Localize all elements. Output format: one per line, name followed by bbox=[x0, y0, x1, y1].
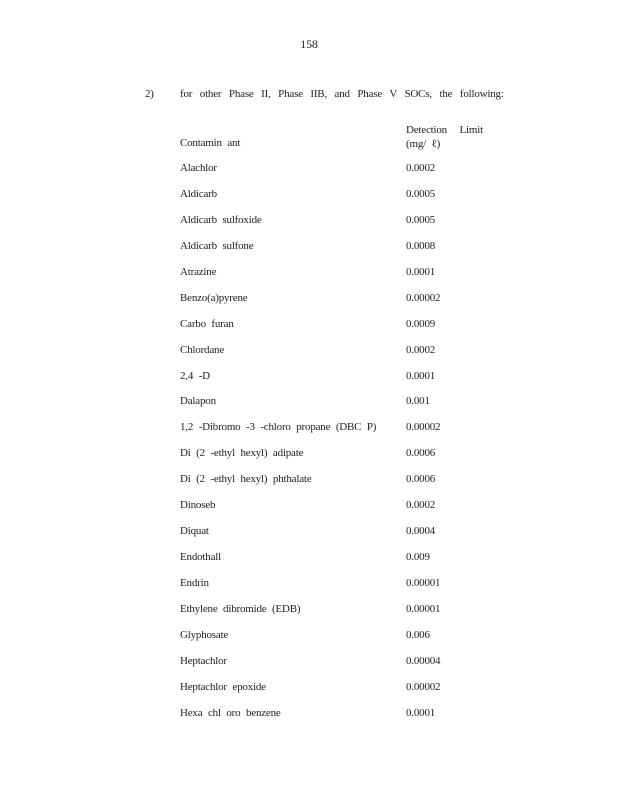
table-row bbox=[0, 421, 618, 447]
contaminant-name: Ethylene dibromide (EDB) bbox=[180, 602, 301, 615]
contaminant-name: Carbo furan bbox=[180, 317, 234, 330]
detection-limit-value: 0.0001 bbox=[406, 369, 436, 382]
contaminant-name: Aldicarb sulfoxide bbox=[180, 213, 262, 226]
detection-limit-value: 0.00002 bbox=[406, 421, 441, 434]
table-row bbox=[0, 162, 618, 188]
contaminant-name: Heptachlor bbox=[180, 654, 227, 667]
detection-limit-value: 0.006 bbox=[406, 628, 430, 641]
page-number: 158 bbox=[300, 37, 318, 51]
detection-limit-value: 0.001 bbox=[406, 395, 430, 408]
table-row bbox=[0, 240, 618, 266]
detection-limit-value: 0.00001 bbox=[406, 577, 441, 589]
table-row bbox=[0, 707, 618, 733]
detection-limit-value: 0.0004 bbox=[406, 525, 436, 538]
list-item-marker: 2) bbox=[145, 88, 154, 100]
detection-limit-value: 0.0005 bbox=[406, 187, 436, 200]
table-row bbox=[0, 499, 618, 525]
contaminant-name: Diquat bbox=[180, 525, 209, 538]
table-row bbox=[0, 214, 618, 240]
contaminant-name: Atrazine bbox=[180, 265, 217, 278]
contaminant-name: Heptachlor epoxide bbox=[180, 680, 266, 693]
table-row bbox=[0, 473, 618, 499]
contaminant-name: Di (2 -ethyl hexyl) phthalate bbox=[180, 473, 312, 486]
contaminant-name: Dalapon bbox=[180, 395, 216, 408]
table-row bbox=[0, 266, 618, 292]
column-header-detection-limit-label: Detection Limit bbox=[406, 124, 483, 136]
contaminant-name: Dinoseb bbox=[180, 499, 216, 512]
detection-limit-value: 0.0006 bbox=[406, 473, 436, 486]
contaminant-name: Alachlor bbox=[180, 162, 217, 174]
table-row bbox=[0, 188, 618, 214]
table-row bbox=[0, 629, 618, 655]
table-row bbox=[0, 551, 618, 577]
contaminant-name: 1,2 -Dibromo -3 -chloro propane (DBC P) bbox=[180, 421, 377, 434]
detection-limit-value: 0.0006 bbox=[406, 447, 436, 460]
contaminant-name: Endrin bbox=[180, 577, 209, 589]
table-row bbox=[0, 447, 618, 473]
detection-limit-value: 0.0002 bbox=[406, 343, 436, 356]
column-header-detection-limit-unit: (mg/ ℓ) bbox=[406, 138, 441, 150]
detection-limit-value: 0.00002 bbox=[406, 680, 441, 693]
detection-limit-value: 0.0002 bbox=[406, 162, 436, 174]
detection-limit-value: 0.0005 bbox=[406, 213, 436, 226]
contaminant-name: 2,4 -D bbox=[180, 369, 210, 382]
table-row bbox=[0, 395, 618, 421]
detection-limit-value: 0.0001 bbox=[406, 265, 436, 278]
contaminant-name: Endothall bbox=[180, 551, 221, 564]
detection-limit-value: 0.00002 bbox=[406, 291, 441, 304]
detection-limit-value: 0.0001 bbox=[406, 706, 436, 719]
detection-limit-value: 0.0008 bbox=[406, 239, 436, 252]
contaminant-table bbox=[0, 162, 618, 733]
detection-limit-value: 0.00001 bbox=[406, 602, 441, 615]
contaminant-name: Glyphosate bbox=[180, 628, 229, 641]
detection-limit-value: 0.0009 bbox=[406, 317, 436, 330]
contaminant-name: Chlordane bbox=[180, 343, 225, 356]
column-header-detection-limit bbox=[406, 123, 496, 151]
contaminant-name: Aldicarb bbox=[180, 187, 217, 200]
table-row bbox=[0, 370, 618, 396]
table-row bbox=[0, 577, 618, 603]
table-row bbox=[0, 292, 618, 318]
detection-limit-value: 0.0002 bbox=[406, 499, 436, 512]
table-row bbox=[0, 681, 618, 707]
detection-limit-value: 0.00004 bbox=[406, 654, 441, 667]
table-row bbox=[0, 344, 618, 370]
table-row bbox=[0, 655, 618, 681]
contaminant-name: Di (2 -ethyl hexyl) adipate bbox=[180, 447, 304, 460]
contaminant-name: Benzo(a)pyrene bbox=[180, 291, 248, 304]
table-row bbox=[0, 318, 618, 344]
contaminant-name: Hexa chl oro benzene bbox=[180, 706, 281, 719]
table-row bbox=[0, 525, 618, 551]
contaminant-name: Aldicarb sulfone bbox=[180, 239, 254, 252]
detection-limit-value: 0.009 bbox=[406, 551, 430, 564]
table-row bbox=[0, 603, 618, 629]
column-header-contaminant: Contamin ant bbox=[180, 137, 241, 149]
list-item-intro: for other Phase II, Phase IIB, and Phase V SOCs, the following: bbox=[180, 88, 504, 100]
